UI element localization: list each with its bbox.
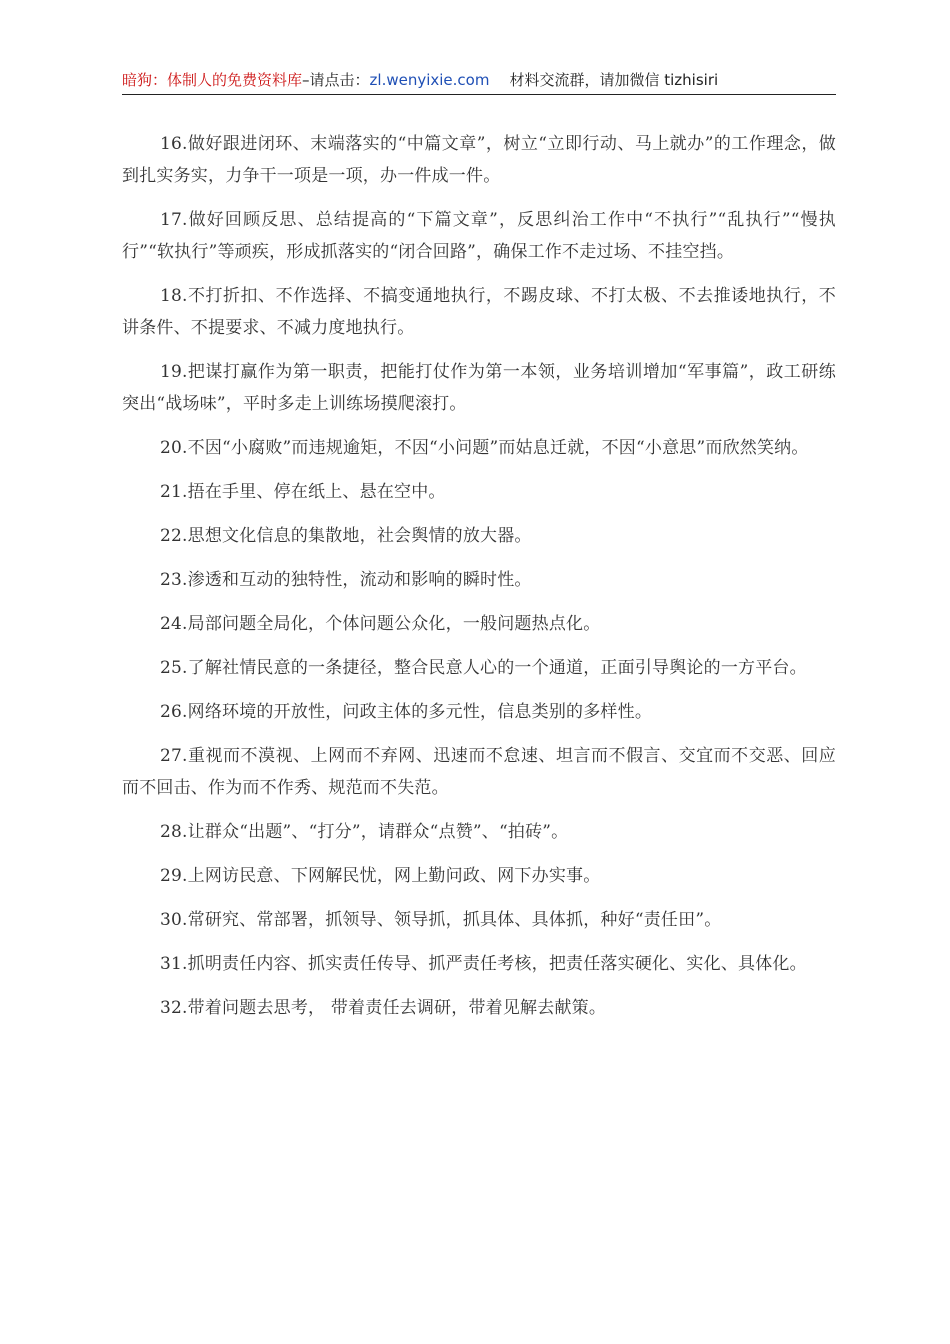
- paragraph-25: 25.了解社情民意的一条捷径，整合民意人心的一个通道，正面引导舆论的一方平台。: [160, 658, 807, 678]
- paragraph-23: 23.渗透和互动的独特性，流动和影响的瞬时性。: [160, 570, 532, 590]
- header-wechat-group: 材料交流群，请加微信 tizhisiri: [509, 71, 719, 89]
- paragraph-18: 18.不打折扣、不作选择、不搞变通地执行，不踢皮球、不打太极、不去推诿地执行，不讲条件、不提要求、不减力度地执行。: [122, 286, 836, 338]
- paragraph-27: 27.重视而不漠视、上网而不弃网、迅速而不怠速、坦言而不假言、交宜而不交恶、回应而不回击、作为而不作秀、规范而不失范。: [122, 746, 836, 798]
- header-link[interactable]: zl.wenyixie.com: [369, 71, 490, 89]
- header-brand: 暗狗：体制人的免费资料库: [122, 71, 303, 89]
- paragraph-16: 16.做好跟进闭环、末端落实的“中篇文章”，树立“立即行动、马上就办”的工作理念，做到扎实务实，力争干一项是一项，办一件成一件。: [122, 134, 836, 186]
- page-header: [122, 70, 836, 95]
- paragraph-28: 28.让群众“出题”、“打分”，请群众“点赞”、“拍砖”。: [160, 822, 569, 842]
- paragraph-26: 26.网络环境的开放性，问政主体的多元性，信息类别的多样性。: [160, 702, 653, 722]
- paragraph-20: 20.不因“小腐败”而违规逾矩，不因“小问题”而姑息迁就，不因“小意思”而欣然笑纳。: [160, 438, 809, 458]
- paragraph-24: 24.局部问题全局化，个体问题公众化，一般问题热点化。: [160, 614, 601, 634]
- document-body: [122, 128, 836, 1036]
- paragraph-19: 19.把谋打赢作为第一职责，把能打仗作为第一本领，业务培训增加“军事篇”，政工研练突出“战场味”，平时多走上训练场摸爬滚打。: [122, 362, 836, 414]
- paragraph-22: 22.思想文化信息的集散地，社会舆情的放大器。: [160, 526, 532, 546]
- header-prompt: –请点击：: [302, 71, 370, 89]
- paragraph-21: 21.捂在手里、停在纸上、悬在空中。: [160, 482, 446, 502]
- paragraph-29: 29.上网访民意、下网解民忧，网上勤问政、网下办实事。: [160, 866, 601, 886]
- paragraph-31: 31.抓明责任内容、抓实责任传导、抓严责任考核，把责任落实硬化、实化、具体化。: [160, 954, 807, 974]
- paragraph-30: 30.常研究、常部署，抓领导、领导抓，抓具体、具体抓，种好“责任田”。: [160, 910, 722, 930]
- paragraph-17: 17.做好回顾反思、总结提高的“下篇文章”，反思纠治工作中“不执行”“乱执行”“慢执行”“软执行”等顽疾，形成抓落实的“闭合回路”，确保工作不走过场、不挂空挡。: [122, 210, 836, 262]
- paragraph-32: 32.带着问题去思考， 带着责任去调研，带着见解去献策。: [160, 998, 607, 1018]
